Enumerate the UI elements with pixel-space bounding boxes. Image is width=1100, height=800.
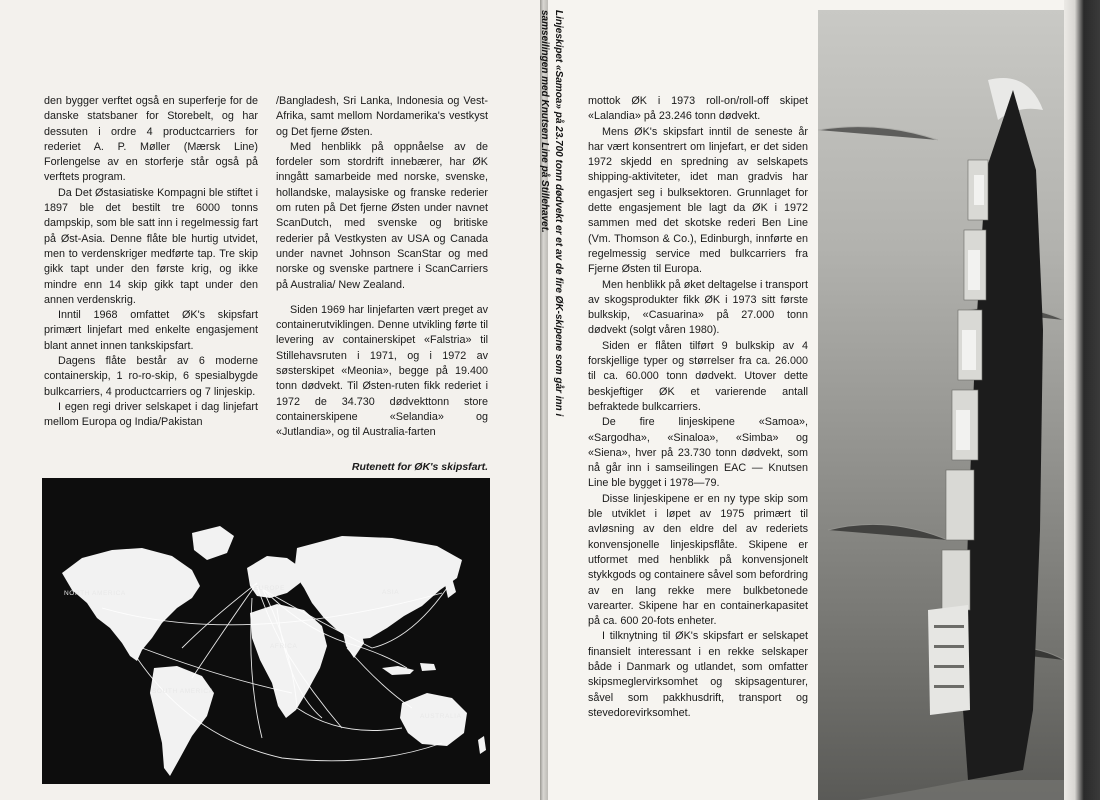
paragraph: /Bangladesh, Sri Lanka, Indonesia og Vest-Afrika, samt mellom Nordamerika's vestkyst og Det fjerne Østen. [276, 95, 488, 138]
photo-caption-line-2: samseilingen med Knutsen Line på Stillehavet. [539, 10, 550, 233]
paragraph: den bygger verftet også en superferje for de danske statsbaner for Storebelt, og har dessuten i ordre 4 productcarriers for rederiet A. P. Møller (Mærsk Line) Forlengelse av en storferje står også på verftets program. [44, 95, 258, 184]
left-text-column-1 [44, 94, 258, 431]
left-text-column-2 [276, 94, 488, 441]
label-europe: EUROPE [254, 585, 286, 592]
paragraph: mottok ØK i 1973 roll-on/roll-off skipet «Lalandia» på 23.246 tonn dødvekt. [588, 95, 808, 123]
africa-shape [250, 604, 327, 718]
photo-caption [525, 10, 565, 800]
label-asia: ASIA [382, 589, 400, 596]
india-shape [342, 628, 364, 658]
label-australia: AUSTRALIA [420, 713, 462, 720]
label-north-america: NORTH AMERICA [64, 590, 126, 597]
map-caption: Rutenett for ØK's skipsfart. [351, 461, 488, 473]
continents [62, 526, 486, 776]
page-edge [1064, 0, 1100, 800]
paragraph: Disse linjeskipene er en ny type skip som ble utviklet i løpet av 1975 primært til avløsning av den eldre del av rederiets konvensjonelle linjeskipsflåte. Skipene er utformet med henblikk på konvensjonelt stykkgods og containere såvel som befordring av en lang rekke mere bulkbetonede varearter. Skipene har en containerkapasitet på ca. 600 20-fots enheter. [588, 492, 808, 628]
left-page [0, 0, 540, 800]
right-page [548, 0, 1064, 800]
paragraph: Mens ØK's skipsfart inntil de seneste år har vært konsentrert om linjefart, er det siden 1972 skjedd en spredning av selskapets shipping-aktiviteter, idet man gradvis har engasjert seg i bulksektoren. Grunnlaget for dette engasjement ble lagt da ØK i 1972 sammen med det skotske rederi Ben Line (Vm. Thomson & Co.), Edinburgh, innførte en regelmessig service med bulkcarriers fra Fjerne Østen til Europa. [588, 125, 808, 276]
right-text-column [588, 94, 808, 721]
ship-superstructure [928, 605, 970, 715]
greenland-shape [192, 526, 234, 560]
paragraph: I egen regi driver selskapet i dag linjefart mellom Europa og India/Pakistan [44, 400, 258, 429]
indonesia-shape [382, 666, 414, 675]
paragraph: Siden 1969 har linjefarten vært preget av containerutviklingen. Denne utvikling førte til levering av containerskipet «Falstria» til Stillehavsruten i 1971, og i 1972 av søsterskipet «Meonia», begge på 19.400 tonn dødvekt. Til Østen-ruten fikk rederiet i 1972 de 34.730 dødvekttonn store containerskipene «Selandia» og «Jutlandia», og til Australia-farten [276, 303, 488, 439]
north-america-shape [62, 548, 200, 661]
photo-caption-line-1: Linjeskipet «Samoa» på 23.700 tonn dødvekt er et av de fire ØK-skipene som går inn i [553, 10, 564, 417]
label-south-america: SOUTH AMERICA [152, 688, 214, 695]
paragraph: Siden er flåten tilført 9 bulkskip av 4 forskjellige typer og størrelser fra ca. 26.000 til ca. 60.000 tonn dødvekt. Utover dette beskjeftiger ØK et varierende antall befraktede bulkcarriers. [588, 339, 808, 413]
paragraph: Med henblikk på oppnåelse av de fordeler som stordrift innebærer, har ØK inngått samarbeide med norske, svenske, hollandske, malaysiske og franske rederier om ruten på Det fjerne Østen under navnet ScanDutch, med svenske og britiske rederier på Vestkysten av USA og Canada under navnet Johnson ScanStar og med norske og svenske partnere i ScanCarriers på Australia/ New Zealand. [276, 140, 488, 291]
paragraph: Da Det Østasiatiske Kompagni ble stiftet i 1897 ble det bestilt tre 6000 tonns dampskip, som ble satt inn i regelmessig fart på Øst-Asia. Denne flåte ble hurtig utvidet, men to verdenskriger medførte tap. Tre skip gikk tapt under den første krig, og ikke mindre enn 14 skip gikk tapt under den annen verdenskrig. [44, 186, 258, 306]
japan-shape [444, 578, 456, 598]
ship-photo [818, 10, 1064, 800]
paragraph: Men henblikk på øket deltagelse i transport av skogsprodukter fikk ØK i 1973 sitt første bulkskip, «Casuarina» på 27.000 tonn dødvekt (solgt våren 1980). [588, 278, 808, 337]
south-america-shape [150, 666, 214, 776]
world-route-map [42, 478, 490, 784]
paragraph: I tilknytning til ØK's skipsfart er selskapet finansielt interessant i en rekke selskaper både i Danmark og utlandet, som omfatter skipsmeglervirksomhet og skipsagenturer, såvel som pakkhusdrift, transport og stevedorevirksomhet. [588, 630, 808, 719]
paragraph: De fire linjeskipene «Samoa», «Sargodha», «Sinaloa», «Simba» og «Siena», hver på 23.730 tonn dødvekt, som nå går inn i samseilingen EAC — Knutsen Line ble bygget i 1978—79. [588, 416, 808, 490]
paragraph: Inntil 1968 omfattet ØK's skipsfart primært linjefart med enkelte engasjement blant annet innen tankskipsfart. [44, 309, 258, 352]
label-africa: AFRICA [270, 643, 298, 650]
paragraph: Dagens flåte består av 6 moderne containerskip, 1 ro-ro-skip, 6 spesialbygde bulkcarriers, 4 productcarriers og 7 linjeskip. [44, 355, 258, 398]
